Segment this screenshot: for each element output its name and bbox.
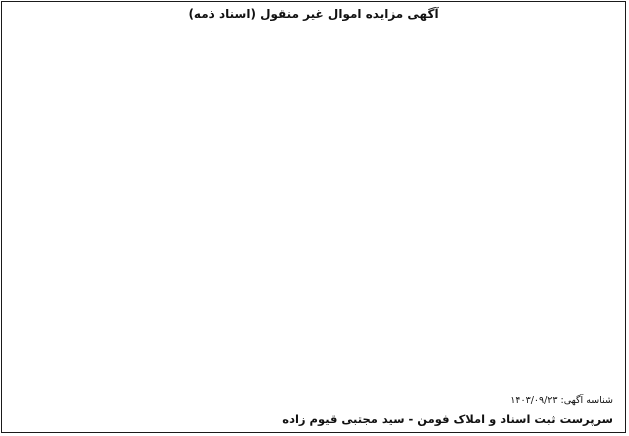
notice-signature: سرپرست ثبت اسناد و املاک فومن - سید مجتبی قیوم زاده — [282, 412, 613, 426]
notice-body — [11, 26, 616, 390]
notice-reference-line: شناسه آگهی: ۱۴۰۳/۰۹/۲۳ — [510, 395, 613, 406]
notice-title: آگهی مزایده اموال غیر منقول (اسناد ذمه) — [188, 7, 439, 21]
auction-notice — [1, 1, 626, 433]
